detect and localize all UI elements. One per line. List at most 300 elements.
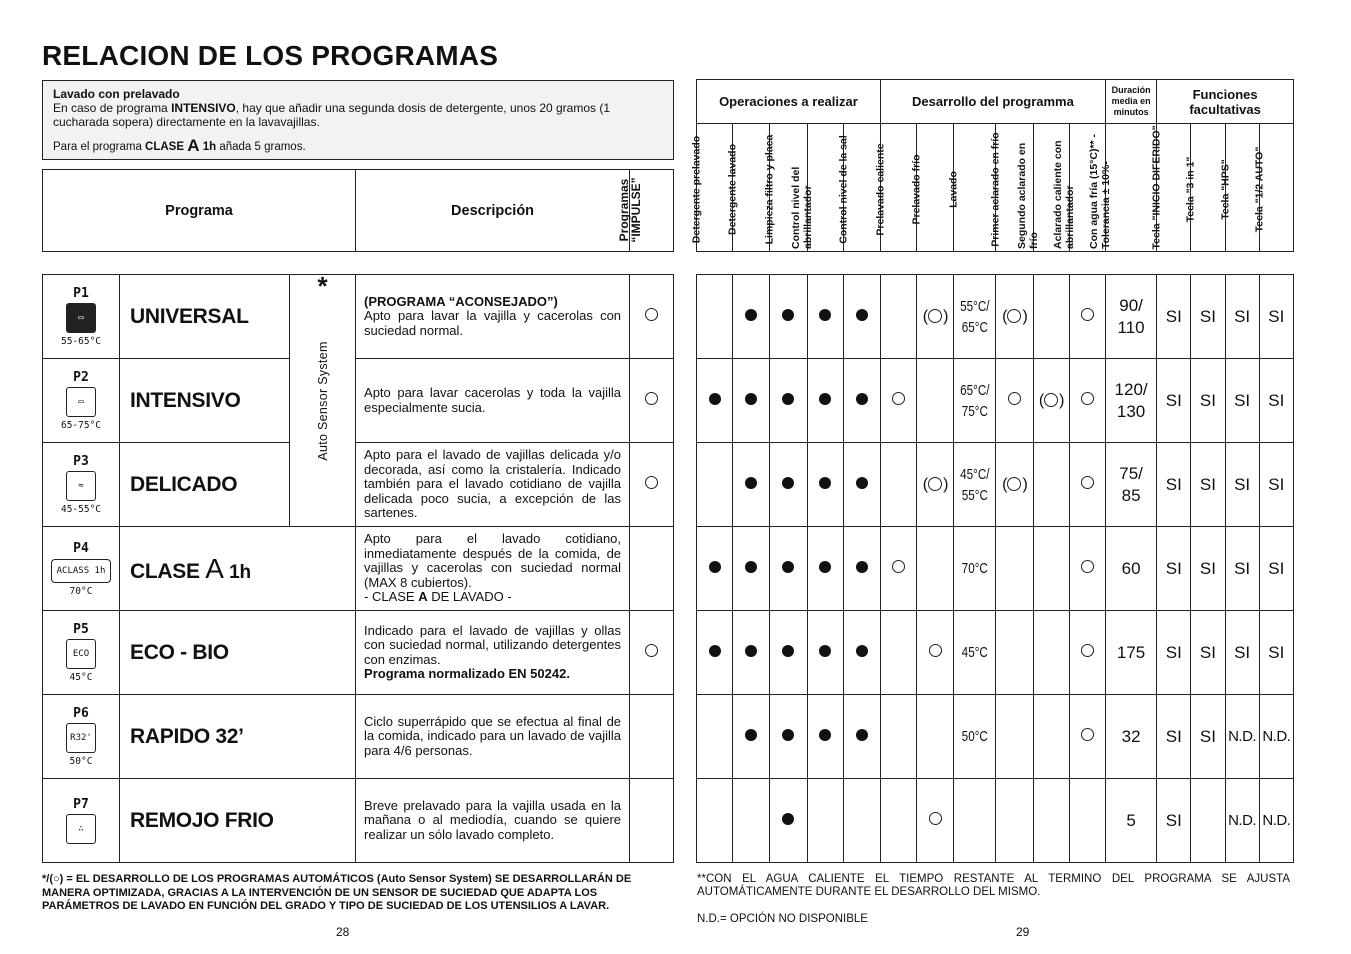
group-duracion: Duración media en minutos	[1105, 80, 1156, 124]
operations-cell	[1191, 275, 1225, 359]
operations-cell	[996, 527, 1033, 611]
description-text: Indicado para el lavado de vajillas y ollas con suciedad normal, utilizando detergentes con enzimas.	[364, 622, 622, 667]
option-value: SI	[1234, 306, 1251, 326]
sensor-circle-icon: ( )	[1038, 391, 1064, 409]
sensor-circle-icon: ( )	[1002, 475, 1027, 493]
operations-cell	[770, 443, 807, 527]
header-programa: Programa	[43, 170, 356, 252]
glass-icon: ≈	[66, 471, 96, 501]
program-name-cell	[120, 779, 356, 863]
operations-cell	[733, 779, 770, 863]
program-name-1h: 1h	[229, 561, 251, 583]
option-value: SI	[1199, 390, 1216, 410]
option-value: SI	[1268, 558, 1285, 578]
operations-cell	[1259, 611, 1293, 695]
operations-cell	[1157, 443, 1191, 527]
operations-cell	[917, 779, 954, 863]
program-row	[43, 779, 674, 863]
operations-cell	[1157, 695, 1191, 779]
column-header-text: Detergente lavado	[726, 143, 739, 235]
operations-cell	[1105, 779, 1156, 863]
description-text: Apto para el lavado cotidiano, inmediatamente después de la comida, de vajillas y cacerolas con suciedad normal (MAX 8 cubiertos).	[364, 531, 622, 590]
group-funciones: Funciones facultativas	[1157, 80, 1294, 124]
program-temp: 55-65°C	[60, 336, 102, 347]
operations-cell	[1069, 527, 1105, 611]
duration-value: 175	[1116, 642, 1146, 662]
operations-cell	[843, 611, 880, 695]
operations-cell	[1033, 275, 1069, 359]
column-header	[1087, 124, 1156, 252]
program-code-cell	[43, 695, 120, 779]
program-code-cell	[43, 527, 120, 611]
duration-value: 90/ 110	[1117, 295, 1145, 337]
note-heading: Lavado con prelavado	[53, 87, 180, 101]
filled-dot-icon	[782, 477, 794, 489]
impulse-cell	[630, 611, 674, 695]
duration-value: 75/ 85	[1119, 463, 1143, 505]
option-value: SI	[1268, 642, 1285, 662]
option-value: SI	[1165, 474, 1182, 494]
operations-table	[690, 79, 1294, 863]
filled-dot-icon	[709, 561, 721, 573]
filled-dot-icon	[782, 309, 794, 321]
footnote-hot-water: **CON EL AGUA CALIENTE EL TIEMPO RESTANTE AL TERMINO DEL PROGRAMA SE AJUSTA AUTOMÁTICAMENTE DURANTE EL DESARROLLO DEL MISMO.	[697, 873, 1290, 898]
circle-icon	[892, 392, 905, 405]
column-header-text: Control nivel de la sal	[837, 134, 850, 244]
operations-cell	[1105, 443, 1156, 527]
operations-cell	[697, 359, 733, 443]
filled-dot-icon	[782, 561, 794, 573]
program-row	[43, 359, 674, 443]
operations-cell	[996, 443, 1033, 527]
operations-cell	[843, 443, 880, 527]
circle-icon	[1081, 644, 1094, 657]
option-not-available: N.D.	[1228, 811, 1257, 829]
operations-cell	[733, 359, 770, 443]
operations-cell	[1069, 359, 1105, 443]
program-code-cell	[43, 275, 120, 359]
duration-value: 120/ 130	[1114, 379, 1148, 421]
operations-cell	[954, 779, 996, 863]
column-header-text: Tecla "3 in 1"	[1184, 156, 1197, 222]
operations-cell	[1105, 359, 1156, 443]
program-code: P6	[73, 706, 89, 721]
operations-cell	[1157, 359, 1191, 443]
eco-icon: ECO	[66, 639, 96, 669]
filled-dot-icon	[856, 393, 868, 405]
program-temp: 45°C	[69, 672, 93, 683]
filled-dot-icon	[856, 729, 868, 741]
program-description	[356, 527, 630, 611]
operations-cell	[1259, 527, 1293, 611]
filled-dot-icon	[782, 645, 794, 657]
operations-row	[697, 275, 1294, 359]
circle-icon	[1081, 392, 1094, 405]
circle-icon	[1081, 476, 1094, 489]
filled-dot-icon	[782, 813, 794, 825]
filled-dot-icon	[819, 477, 831, 489]
circle-icon	[1081, 560, 1094, 573]
operations-cell	[1225, 443, 1259, 527]
page-title: RELACION DE LOS PROGRAMAS	[42, 40, 499, 71]
filled-dot-icon	[819, 309, 831, 321]
option-value: SI	[1268, 390, 1285, 410]
operations-row	[697, 527, 1294, 611]
option-value: SI	[1268, 306, 1285, 326]
program-code: P1	[73, 286, 89, 301]
operations-cell	[1191, 443, 1225, 527]
operations-cell	[1033, 443, 1069, 527]
operations-cell	[880, 695, 916, 779]
operations-cell	[807, 527, 843, 611]
operations-cell	[1069, 779, 1105, 863]
operations-cell	[996, 695, 1033, 779]
program-name-cell	[120, 527, 356, 611]
operations-cell	[1225, 779, 1259, 863]
rapid-icon: R32'	[66, 723, 96, 753]
program-temp: 70°C	[69, 585, 93, 597]
program-name-cell	[120, 611, 356, 695]
option-value: SI	[1199, 474, 1216, 494]
operations-cell	[880, 611, 916, 695]
note-line1-post: , hay que añadir una segunda dosis de detergente, unos 20 gramos (1 cucharada sopera) directamente en la lavavajillas.	[53, 101, 611, 129]
pot-heavy-icon: ▭	[66, 387, 96, 417]
operations-cell	[807, 359, 843, 443]
option-value: SI	[1165, 558, 1182, 578]
operations-row	[697, 359, 1294, 443]
column-header-text: Detergente prelavado	[690, 135, 703, 243]
option-value: SI	[1165, 642, 1182, 662]
operations-cell	[880, 779, 916, 863]
operations-row	[697, 695, 1294, 779]
operations-cell	[1191, 359, 1225, 443]
program-temp: 45-55°C	[60, 504, 102, 515]
operations-cell	[733, 695, 770, 779]
program-code-cell	[43, 779, 120, 863]
program-row	[43, 695, 674, 779]
note-line2-post: añada 5 gramos.	[216, 141, 306, 153]
filled-dot-icon	[856, 561, 868, 573]
option-value: SI	[1199, 306, 1216, 326]
filled-dot-icon	[745, 477, 757, 489]
option-not-available: N.D.	[1228, 727, 1257, 745]
temperature-value: 50°C	[961, 728, 988, 745]
program-description	[356, 611, 630, 695]
program-name: DELICADO	[130, 472, 238, 496]
operations-cell	[733, 611, 770, 695]
operations-cell	[770, 275, 807, 359]
program-code: P2	[73, 370, 89, 385]
operations-cell	[917, 695, 954, 779]
operations-cell	[733, 443, 770, 527]
program-description	[356, 443, 630, 527]
filled-dot-icon	[745, 645, 757, 657]
operations-cell	[1259, 275, 1293, 359]
operations-cell	[733, 527, 770, 611]
header-descripcion: Descripción	[356, 170, 630, 252]
program-description	[356, 359, 630, 443]
operations-cell	[697, 443, 733, 527]
operations-cell	[1259, 443, 1293, 527]
operations-cell	[1033, 779, 1069, 863]
program-name: ECO - BIO	[130, 640, 229, 664]
description-norm: Programa normalizado EN 50242.	[364, 666, 570, 681]
note-line2-bold: CLASE	[145, 141, 185, 153]
programs-table	[42, 169, 674, 863]
option-value: SI	[1234, 558, 1251, 578]
column-header-text: Control nivel del abrillantador	[789, 166, 813, 249]
operations-row	[697, 611, 1294, 695]
option-value: SI	[1199, 726, 1216, 746]
note-line2-a: A	[187, 136, 200, 155]
option-value: SI	[1199, 642, 1216, 662]
description-bold: (PROGRAMA “ACONSEJADO”)	[364, 293, 558, 309]
filled-dot-icon	[745, 309, 757, 321]
operations-cell	[880, 527, 916, 611]
duration-value: 60	[1121, 558, 1141, 578]
operations-cell	[807, 695, 843, 779]
soak-icon: ∴	[66, 814, 96, 844]
program-description	[356, 695, 630, 779]
operations-cell	[954, 695, 996, 779]
page-number-left: 28	[336, 925, 350, 939]
column-header-text: Limpieza filtro y placa	[763, 134, 776, 244]
impulse-cell	[630, 695, 674, 779]
operations-cell	[1157, 275, 1191, 359]
note-line1-bold: INTENSIVO	[171, 101, 236, 115]
filled-dot-icon	[709, 393, 721, 405]
program-name-cell	[120, 443, 290, 527]
program-code-cell	[43, 611, 120, 695]
operations-cell	[770, 527, 807, 611]
operations-cell	[1033, 359, 1069, 443]
operations-cell	[1225, 275, 1259, 359]
operations-cell	[1157, 527, 1191, 611]
temperature-value: 65°C/ 75°C	[960, 381, 990, 420]
program-name: REMOJO FRIO	[130, 808, 274, 832]
description-text: Apto para el lavado de vajillas delicada y/o decorada, así como la cristalería. Indicado también para el lavado cotidiano de vajilla delicada poco sucia, a excepción de las sartenes.	[364, 447, 622, 521]
operations-cell	[880, 359, 916, 443]
operations-cell	[1191, 779, 1225, 863]
operations-row	[697, 779, 1294, 863]
filled-dot-icon	[819, 393, 831, 405]
operations-cell	[1105, 275, 1156, 359]
option-value: SI	[1234, 474, 1251, 494]
program-name-cell	[120, 275, 290, 359]
page-number-right: 29	[1016, 925, 1030, 939]
operations-cell	[770, 779, 807, 863]
column-header-text: Tecla "INICIO DIFERIDO"	[1150, 124, 1163, 249]
option-value: SI	[1234, 390, 1251, 410]
program-code: P3	[73, 454, 89, 469]
operations-cell	[1157, 611, 1191, 695]
program-code: P5	[73, 622, 89, 637]
operations-cell	[697, 779, 733, 863]
operations-cell	[807, 275, 843, 359]
option-value: SI	[1165, 306, 1182, 326]
filled-dot-icon	[745, 729, 757, 741]
operations-cell	[1225, 695, 1259, 779]
operations-cell	[954, 275, 996, 359]
operations-cell	[880, 275, 916, 359]
filled-dot-icon	[819, 561, 831, 573]
operations-cell	[996, 779, 1033, 863]
column-header-text: Prelavado caliente	[874, 142, 887, 236]
header-impulse-text: Programas “IMPULSE”	[617, 177, 644, 243]
impulse-circle-icon	[645, 644, 658, 657]
program-code-cell	[43, 359, 120, 443]
option-not-available: N.D.	[1262, 727, 1291, 745]
operations-cell	[1033, 527, 1069, 611]
program-description	[356, 779, 630, 863]
program-temp: 50°C	[69, 756, 93, 767]
operations-cell	[996, 359, 1033, 443]
operations-cell	[1191, 695, 1225, 779]
operations-cell	[1069, 695, 1105, 779]
duration-value: 32	[1121, 726, 1141, 746]
description-text: Ciclo superrápido que se efectua al final de la comida, indicado para un lavado de vajilla para 4/6 personas.	[364, 713, 622, 758]
filled-dot-icon	[856, 309, 868, 321]
operations-cell	[1157, 779, 1191, 863]
circle-icon	[1008, 392, 1021, 405]
temperature-value: 45°C	[961, 644, 988, 661]
operations-cell	[917, 275, 954, 359]
description-text: Apto para lavar la vajilla y cacerolas con suciedad normal.	[364, 308, 622, 338]
program-temp: 65-75°C	[60, 420, 102, 431]
auto-sensor-cell	[290, 271, 356, 527]
option-value: SI	[1165, 390, 1182, 410]
operations-cell	[1191, 527, 1225, 611]
option-value: SI	[1199, 558, 1216, 578]
description-tail-bold: A	[418, 589, 428, 605]
sensor-circle-icon: ( )	[922, 307, 948, 325]
footnote-nd: N.D.= OPCIÓN NO DISPONIBLE	[697, 913, 868, 925]
class-a-icon: ACLASS 1h	[51, 559, 111, 583]
operations-cell	[1105, 527, 1156, 611]
option-value: SI	[1165, 726, 1182, 746]
option-not-available: N.D.	[1262, 811, 1291, 829]
operations-cell	[880, 443, 916, 527]
option-value: SI	[1268, 474, 1285, 494]
program-row	[43, 527, 674, 611]
program-name-cell	[120, 359, 290, 443]
operations-cell	[843, 359, 880, 443]
operations-cell	[770, 695, 807, 779]
operations-cell	[954, 611, 996, 695]
impulse-circle-icon	[645, 392, 658, 405]
description-text: Breve prelavado para la vajilla usada en la mañana o al mediodía, cuando se quiere realizar un sólo lavado completo.	[364, 797, 622, 842]
operations-cell	[807, 779, 843, 863]
operations-cell	[843, 695, 880, 779]
column-header-text: Aclarado caliente con abrillantador	[1051, 140, 1076, 249]
note-line2-1h: 1h	[202, 141, 217, 153]
operations-cell	[697, 527, 733, 611]
program-code: P7	[73, 797, 89, 812]
program-name-cell	[120, 695, 356, 779]
program-name-a: A	[205, 552, 224, 584]
operations-cell	[1105, 695, 1156, 779]
filled-dot-icon	[856, 477, 868, 489]
program-name: RAPIDO 32’	[130, 724, 244, 748]
sensor-circle-icon: ( )	[1002, 307, 1027, 325]
operations-cell	[917, 527, 954, 611]
operations-cell	[697, 695, 733, 779]
operations-cell	[954, 359, 996, 443]
operations-cell	[807, 611, 843, 695]
program-code-cell	[43, 443, 120, 527]
program-row	[43, 443, 674, 527]
operations-cell	[1259, 695, 1293, 779]
temperature-value: 55°C/ 65°C	[960, 297, 990, 336]
impulse-circle-icon	[645, 308, 658, 321]
filled-dot-icon	[782, 729, 794, 741]
operations-cell	[917, 611, 954, 695]
footnote-sensor: */(○) = EL DESARROLLO DE LOS PROGRAMAS AUTOMÁTICOS (Auto Sensor System) SE DESARROLLARÁN DE MANERA OPTIMIZADA, GRACIAS A LA INTERVENCIÓN DE UN SENSOR DE SUCIEDAD QUE ADAPTA LOS PARÁMETROS DE LAVADO EN FUNCIÓN DEL GRADO Y TIPO DE SUCIEDAD DE LOS UTENSILIOS A LAVAR.	[42, 873, 632, 912]
asterisk-icon: *	[317, 271, 328, 301]
program-row	[43, 611, 674, 695]
operations-cell	[843, 779, 880, 863]
description-tail-pre: - CLASE	[364, 589, 419, 605]
circle-icon	[892, 560, 905, 573]
program-name: CLASE	[130, 559, 200, 583]
operations-cell	[1225, 527, 1259, 611]
circle-icon	[929, 812, 942, 825]
operations-cell	[1259, 359, 1293, 443]
operations-cell	[1069, 443, 1105, 527]
operations-cell	[697, 275, 733, 359]
note-line1-pre: En caso de programa	[53, 101, 172, 115]
impulse-cell	[630, 359, 674, 443]
program-row	[43, 275, 674, 359]
filled-dot-icon	[745, 393, 757, 405]
operations-cell	[697, 611, 733, 695]
program-name: INTENSIVO	[130, 388, 241, 412]
column-header-text: Primer aclarado en frío	[989, 131, 1002, 247]
operations-cell	[1069, 611, 1105, 695]
program-description	[356, 275, 630, 359]
description-text: Apto para lavar cacerolas y toda la vajilla especialmente sucia.	[364, 385, 622, 415]
operations-cell	[1105, 611, 1156, 695]
impulse-cell	[630, 779, 674, 863]
operations-cell	[1225, 359, 1259, 443]
filled-dot-icon	[819, 729, 831, 741]
operations-cell	[917, 443, 954, 527]
operations-cell	[843, 275, 880, 359]
column-header-text: Tecla "HPS"	[1219, 158, 1232, 220]
operations-cell	[770, 611, 807, 695]
note-line2-pre: Para el programa	[53, 141, 146, 153]
operations-cell	[1069, 275, 1105, 359]
column-header-text: Prelavado frío	[910, 153, 923, 225]
circle-icon	[929, 644, 942, 657]
filled-dot-icon	[782, 393, 794, 405]
operations-cell	[1225, 611, 1259, 695]
operations-cell	[770, 359, 807, 443]
operations-cell	[1033, 611, 1069, 695]
impulse-circle-icon	[645, 476, 658, 489]
description-tail: DE LAVADO -	[427, 589, 512, 605]
circle-icon	[1081, 308, 1094, 321]
header-impulse	[617, 170, 674, 252]
filled-dot-icon	[745, 561, 757, 573]
operations-cell	[733, 275, 770, 359]
impulse-cell	[630, 527, 674, 611]
temperature-value: 45°C/ 55°C	[960, 465, 990, 504]
option-value: SI	[1234, 642, 1251, 662]
program-name: UNIVERSAL	[130, 304, 249, 328]
temperature-value: 70°C	[961, 560, 988, 577]
duration-value: 5	[1126, 810, 1136, 830]
